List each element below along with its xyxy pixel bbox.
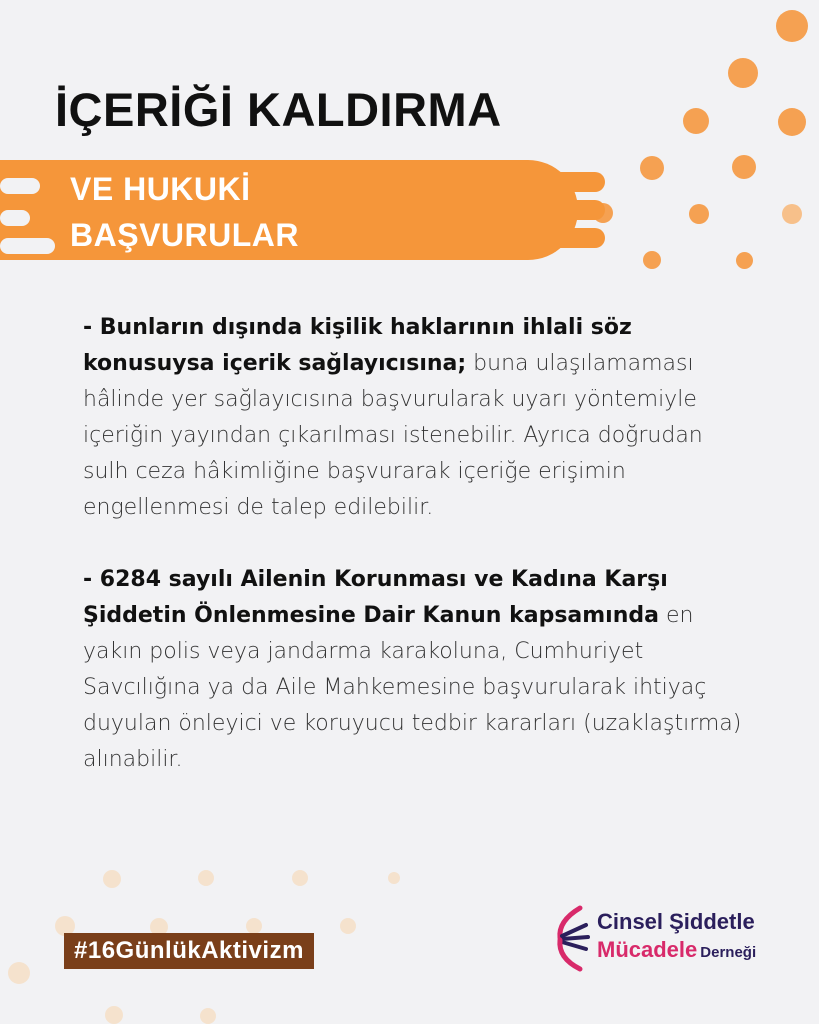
organization-logo <box>540 903 757 973</box>
banner-streak <box>520 200 605 220</box>
paragraph-1-text: buna ulaşılamaması hâlinde yer sağlayıcısına başvurularak uyarı yöntemiyle içeriğin yayından çıkarılması istenebilir. Ayrıca doğrudan sulh ceza hâkimliğine başvurarak içeriğe erişimin engellenmesi de talep edilebilir. <box>83 351 703 520</box>
subtitle <box>70 166 299 258</box>
subtitle-line2: BAŞVURULAR <box>70 217 299 253</box>
paragraph-2-text: en yakın polis veya jandarma karakoluna, Cumhuriyet Savcılığına ya da Aile Mahkemesine başvurularak ihtiyaç duyulan önleyici ve koruyucu tedbir kararları (uzaklaştırma) alınabilir. <box>83 603 742 772</box>
logo-text-line1: Cinsel Şiddetle <box>597 909 755 934</box>
logo-text-dernegi: Derneği <box>700 944 757 961</box>
paragraph-2 <box>83 562 743 778</box>
logo-text-mucadele: Mücadele <box>597 937 698 962</box>
paragraph-2-bold: - 6284 sayılı Ailenin Korunması ve Kadına Karşı Şiddetin Önlenmesine Dair Kanun kapsamında <box>83 567 668 628</box>
hashtag-badge: #16GünlükAktivizm <box>64 933 314 969</box>
banner-streak <box>500 172 605 192</box>
logo-text-line2 <box>597 937 756 963</box>
subtitle-line1: VE HUKUKİ <box>70 171 251 207</box>
banner-streak <box>510 228 605 248</box>
paragraph-1-bold: - Bunların dışında kişilik haklarının ihlali söz konusuysa içerik sağlayıcısına; <box>83 315 632 376</box>
logo-fan-icon <box>540 903 592 973</box>
body-text <box>83 310 743 814</box>
page-title: İÇERİĞİ KALDIRMA <box>55 83 502 136</box>
paragraph-1 <box>83 310 743 526</box>
